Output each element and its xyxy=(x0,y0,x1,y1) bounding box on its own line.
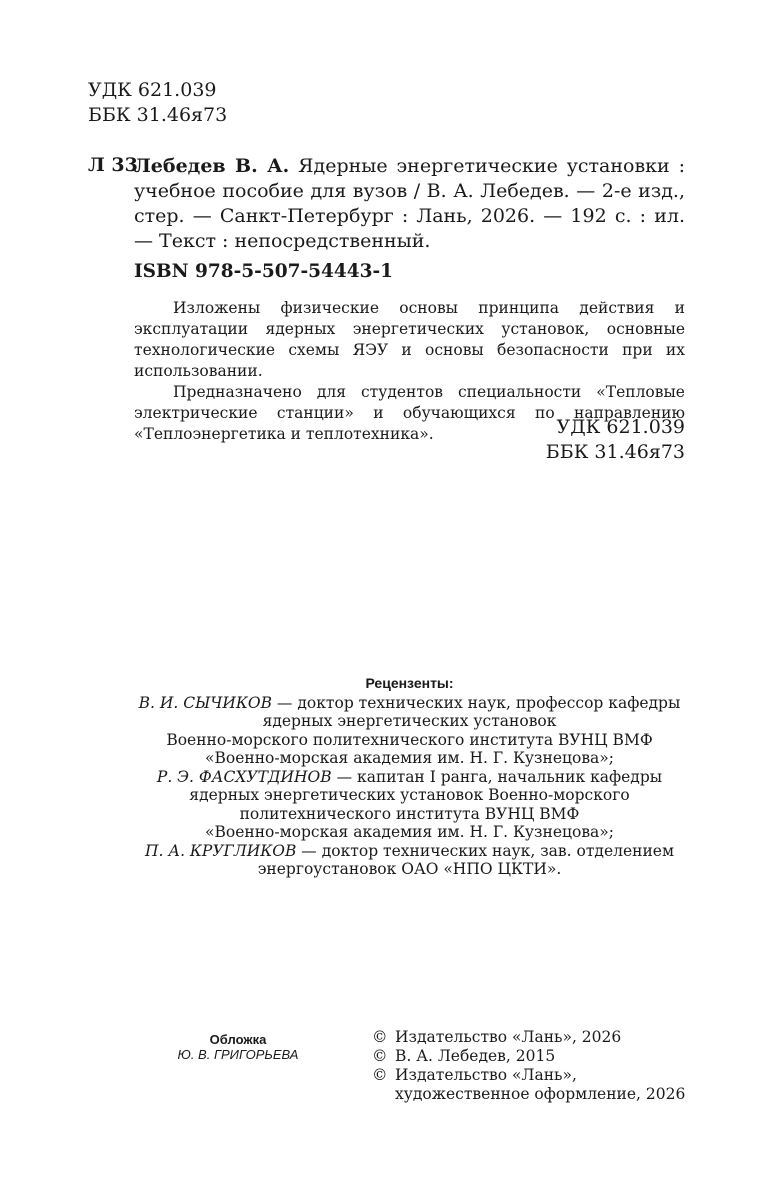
annotation-paragraph: Изложены физические основы принципа действия и эксплуатации ядерных энергетических установок, основные технологические схемы ЯЭУ и основы безопасности при их использовании. xyxy=(134,299,685,380)
copyright-block xyxy=(372,1028,685,1104)
reviewer-name: Р. Э. ФАСХУТДИНОВ xyxy=(156,767,332,786)
copyright-line: © Издательство «Лань», xyxy=(372,1066,577,1084)
bbk-code: ББК 31.46я73 xyxy=(88,104,228,126)
udk-code: УДК 621.039 xyxy=(556,416,685,438)
cover-credit xyxy=(150,1032,326,1062)
reviewer-name: П. А. КРУГЛИКОВ xyxy=(144,841,297,860)
copyright-line-continuation: художественное оформление, 2026 xyxy=(395,1085,686,1103)
bibliographic-description xyxy=(134,154,685,254)
author-name: Лебедев В. А. xyxy=(134,155,290,177)
reviewer-entry: П. А. КРУГЛИКОВ — доктор технических наук, зав. отделением энергоустановок ОАО «НПО ЦКТИ». xyxy=(144,841,675,878)
reviewer-entry: Р. Э. ФАСХУТДИНОВ — капитан I ранга, начальник кафедры ядерных энергетических установок Военно-морского политехнического института ВУНЦ ВМФ «Военно-морская академия им. Н. Г. Кузнецова»; xyxy=(156,767,663,841)
author-mark: Л 33 xyxy=(88,154,138,176)
bbk-code: ББК 31.46я73 xyxy=(545,441,685,463)
copyright-line: © Издательство «Лань», 2026 xyxy=(372,1028,622,1046)
cover-artist: Ю. В. ГРИГОРЬЕВА xyxy=(177,1047,299,1062)
annotation-paragraph: Предназначено для студентов специальности «Тепловые электрические станции» и обучающихся по направлению «Теплоэнергетика и теплотехника». xyxy=(134,383,685,443)
classification-bottom xyxy=(546,415,685,465)
reviewer-name: В. И. СЫЧИКОВ xyxy=(138,693,272,712)
reviewer-entry: В. И. СЫЧИКОВ — доктор технических наук, профессор кафедры ядерных энергетических установок Военно-морского политехнического института ВУНЦ ВМФ «Военно-морская академия им. Н. Г. Кузнецова»; xyxy=(138,693,681,767)
copyright-line: © В. А. Лебедев, 2015 xyxy=(372,1047,556,1065)
classification-top xyxy=(88,78,227,128)
copyright-icon: © xyxy=(372,1066,388,1084)
udk-code: УДК 621.039 xyxy=(88,79,217,101)
copyright-icon: © xyxy=(372,1047,388,1065)
copyright-icon: © xyxy=(372,1028,388,1046)
reviewers-title: Рецензенты: xyxy=(365,675,454,691)
description-text: Ядерные энергетические установки : учебное пособие для вузов / В. А. Лебедев. — 2-е изд., стер. — Санкт-Петербург : Лань, 2026. — 192 с. : ил. — Текст : непосредственный. xyxy=(134,155,685,252)
isbn: ISBN 978-5-507-54443-1 xyxy=(134,261,394,282)
reviewers-block xyxy=(134,674,685,879)
cover-label: Обложка xyxy=(209,1032,267,1047)
